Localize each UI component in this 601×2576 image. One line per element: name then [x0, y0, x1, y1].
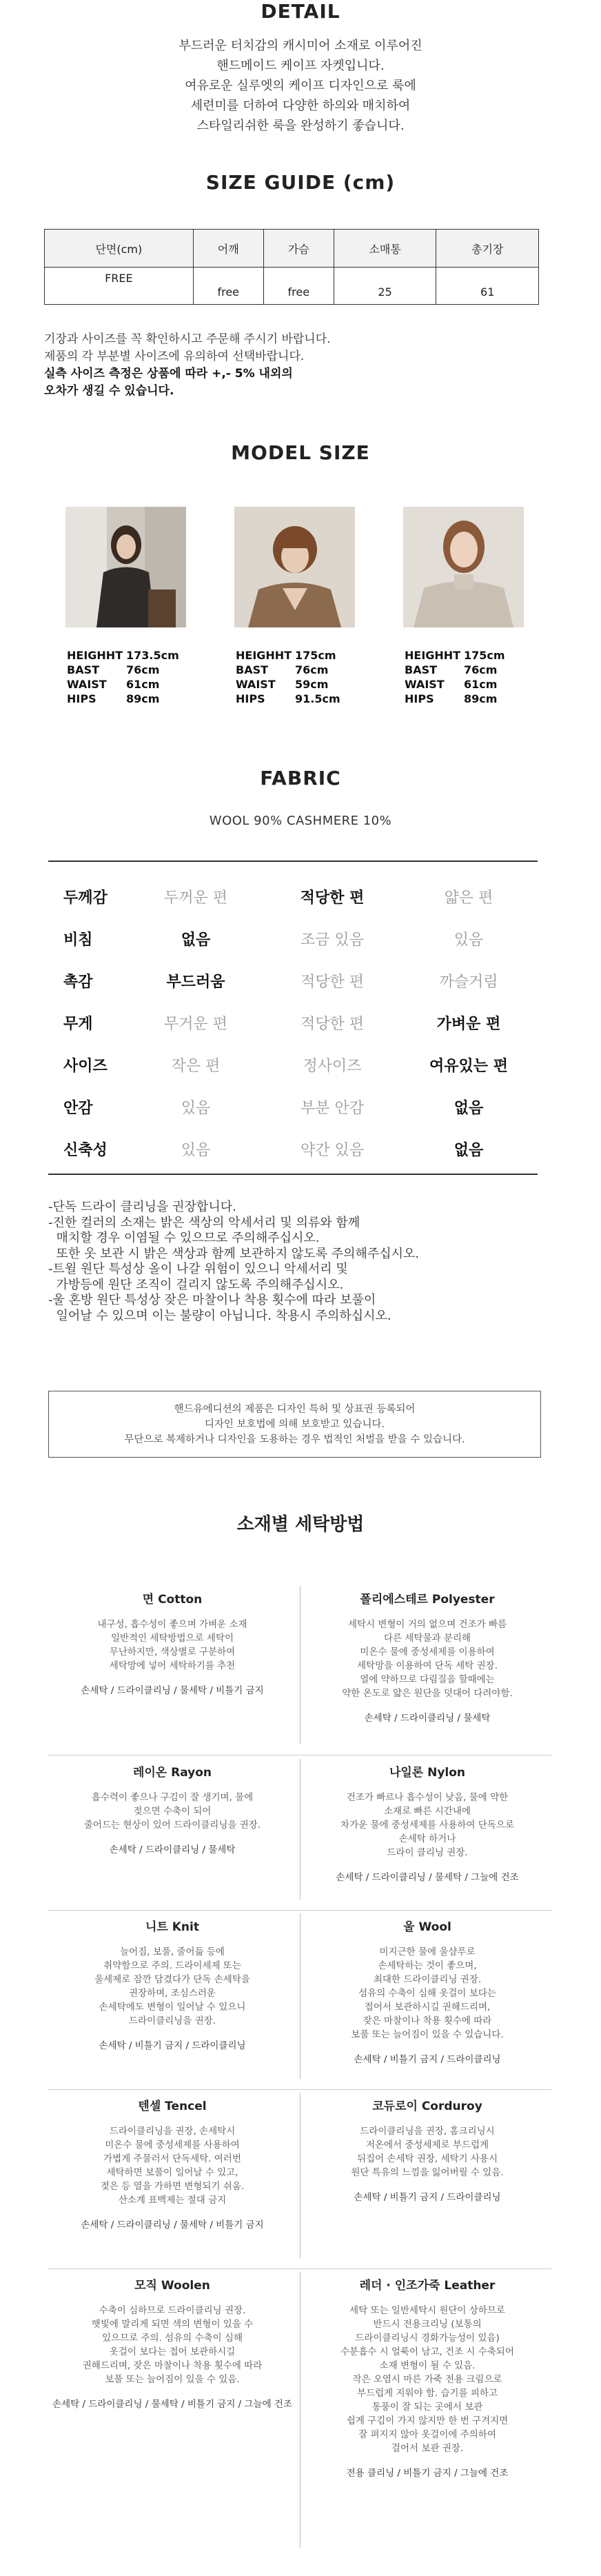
washing-desc-line: 미온수 물에 중성세제를 이용하여	[360, 1647, 495, 1658]
fabric-row	[48, 1128, 538, 1170]
washing-card-methods: 손세탁 / 드라이클리닝 / 물세탁 / 그늘에 건조	[336, 1872, 519, 1883]
fabric-option-selected: 부드러움	[166, 974, 225, 991]
washing-card-methods: 손세탁 / 드라이클리닝 / 물세탁 / 비틀기 금지 / 그늘에 건조	[52, 2399, 292, 2410]
fabric-option: 부분 안감	[300, 1100, 364, 1117]
size-note: 제품의 각 부분별 사이즈에 유의하여 선택바랍니다.	[44, 350, 305, 363]
washing-card-methods: 손세탁 / 드라이클리닝 / 물세탁 / 비틀기 금지	[81, 2220, 264, 2231]
model-stat-value: 175cm	[295, 649, 336, 662]
fabric-row-label: 무게	[63, 1016, 93, 1033]
washing-card-description	[303, 1791, 551, 1860]
washing-desc-line: 섬유의 수축이 심해 옷걸이 보다는	[358, 1988, 496, 1999]
divider	[48, 861, 538, 862]
washing-desc-line: 드라이클리닝시 경화가능성이 있음)	[355, 2333, 500, 2344]
care-note-line: 매치할 경우 이염될 수 있으므로 주의해주십시오.	[48, 1231, 320, 1245]
care-note-line: -울 혼방 원단 특성상 잦은 마찰이나 착용 횟수에 따라 보풀이	[48, 1293, 376, 1307]
size-table	[44, 229, 539, 305]
washing-desc-line: 소재 변형이 될 수 있음.	[379, 2360, 476, 2371]
model-stat-value: 89cm	[126, 692, 160, 705]
fabric-composition: WOOL 90% CASHMERE 10%	[209, 814, 392, 828]
washing-desc-line: 울세제로 잠깐 담겼다가 단독 손세탁을	[94, 1974, 250, 1985]
fabric-option: 있음	[181, 1100, 211, 1117]
washing-card	[48, 2096, 296, 2231]
washing-card-description	[303, 2124, 551, 2180]
washing-card-methods: 손세탁 / 비틀기 금지 / 드라이클리닝	[354, 2192, 501, 2203]
model-stat-key: HEIGHHT	[236, 649, 292, 662]
care-note-line: 또한 옷 보관 시 밝은 색상과 함께 보관하지 않도록 주의해주십시오.	[48, 1246, 420, 1261]
washing-desc-line: 햇빛에 말리게 되면 색의 변형이 있을 수	[91, 2319, 254, 2330]
size-notes	[44, 331, 568, 400]
model-photo	[65, 507, 186, 627]
model-stat-key: BAST	[405, 663, 438, 676]
fabric-row-label: 촉감	[63, 974, 93, 991]
fabric-option-selected: 여유있는 편	[429, 1058, 508, 1075]
fabric-option-selected: 가벼운 편	[436, 1016, 501, 1033]
washing-desc-line: 부드럽게 지워야 함. 습기를 피하고	[356, 2388, 498, 2399]
model-stat-value: 175cm	[464, 649, 505, 662]
washing-desc-line: 원단 특유의 느낌을 잃어버릴 수 있음.	[351, 2167, 504, 2178]
size-note-bold: 실측 사이즈 측정은 상품에 따라 +,- 5% 내외의	[44, 367, 293, 381]
model-stat-key: HIPS	[405, 692, 434, 705]
fabric-table	[48, 876, 538, 1170]
copyright-line: 핸드유에디션의 제품은 디자인 특허 및 상표권 등록되어	[174, 1404, 416, 1415]
washing-desc-line: 손세탁하는 것이 좋으며,	[378, 1960, 477, 1971]
detail-line: 여유로운 실루엣의 케이프 디자인으로 룩에	[185, 79, 416, 93]
size-cell: FREE	[45, 268, 194, 305]
model-stat-value: 173.5cm	[126, 649, 179, 662]
washing-divider-horizontal	[48, 2268, 551, 2269]
fabric-option: 있음	[454, 932, 484, 949]
model-stat-key: HEIGHHT	[67, 649, 123, 662]
washing-card-description	[303, 1618, 551, 1700]
washing-desc-line: 다른 세탁물과 분리해	[384, 1633, 471, 1644]
washing-card	[303, 1762, 551, 1883]
fabric-row	[48, 1002, 538, 1044]
washing-desc-line: 잦은 마찰이나 착용 횟수에 따라	[363, 2015, 492, 2026]
washing-card	[48, 1589, 296, 1696]
washing-card	[48, 1917, 296, 2051]
fabric-row-label: 안감	[63, 1100, 93, 1117]
washing-divider-horizontal	[48, 1910, 551, 1911]
size-header-cell: 소매통	[334, 230, 436, 268]
washing-desc-line: 차가운 물에 중성세제를 사용하여 단독으로	[340, 1820, 514, 1831]
washing-card	[303, 2275, 551, 2479]
washing-card-methods: 전용 클리닝 / 비틀기 금지 / 그늘에 건조	[346, 2468, 509, 2479]
washing-desc-line: 권해드리며, 잦은 마찰이나 착용 횟수에 따라	[82, 2360, 263, 2371]
model-stat-value: 76cm	[126, 663, 160, 676]
model-stat-value: 59cm	[295, 678, 329, 691]
washing-desc-line: 소재로 빠른 시간내에	[384, 1806, 471, 1817]
fabric-row	[48, 1044, 538, 1086]
fabric-option: 있음	[181, 1142, 211, 1159]
size-table-header	[45, 230, 539, 268]
model-stat-key: WAIST	[236, 678, 276, 691]
size-note: 기장과 사이즈를 꼭 확인하시고 주문해 주시기 바랍니다.	[44, 332, 331, 346]
model-stat-key: HEIGHHT	[405, 649, 461, 662]
care-note-line: 가방등에 원단 조직이 걸리지 않도록 주의해주십시오.	[48, 1277, 344, 1292]
fabric-row	[48, 918, 538, 960]
care-note-line: 일어날 수 있으며 이는 불량이 아닙니다. 착용시 주의하십시오.	[48, 1308, 391, 1323]
fabric-row-label: 두께감	[63, 889, 108, 907]
model-stat-key: HIPS	[67, 692, 96, 705]
fabric-option-selected: 적당한 편	[300, 889, 365, 907]
copyright-line: 무단으로 복제하거나 디자인을 도용하는 경우 법적인 처벌을 받을 수 있습니다.	[124, 1434, 465, 1445]
washing-card-title: 나일론 Nylon	[389, 1766, 466, 1780]
washing-card-title: 면 Cotton	[142, 1593, 203, 1607]
washing-card-methods: 손세탁 / 드라이클리닝 / 물세탁	[364, 1713, 491, 1724]
copyright-line: 디자인 보호법에 의해 보호받고 있습니다.	[204, 1419, 385, 1430]
detail-line: 세련미를 더하여 다양한 하의와 매치하여	[190, 99, 411, 113]
washing-desc-line: 젖은 등 열을 가하면 변형되기 쉬움.	[100, 2181, 245, 2192]
washing-title: 소재별 세탁방법	[236, 1514, 365, 1535]
divider	[48, 1174, 538, 1175]
model-stats	[234, 648, 355, 706]
detail-line: 부드러운 터치감의 캐시미어 소재로 이루어진	[179, 39, 422, 53]
washing-desc-line: 옷걸이 보다는 접어 보관하시길	[109, 2346, 236, 2357]
washing-desc-line: 드라이클리닝을 권장, 손세탁시	[109, 2126, 236, 2137]
care-note-line: -트윌 원단 특성상 올이 나갈 위험이 있으니 악세서리 및	[48, 1262, 348, 1276]
fabric-option: 얇은 편	[444, 889, 493, 907]
size-header-cell: 단면(cm)	[45, 230, 194, 268]
washing-desc-line: 최대한 드라이클리닝 권장.	[373, 1974, 482, 1985]
size-header-cell: 어깨	[193, 230, 263, 268]
washing-card	[303, 2096, 551, 2203]
fabric-option: 적당한 편	[300, 1016, 364, 1033]
washing-card-description	[48, 2304, 296, 2386]
fabric-row-label: 비침	[63, 932, 93, 949]
fabric-option: 무거운 편	[163, 1016, 227, 1033]
washing-desc-line: 세탁 또는 일반세탁시 원단이 상하므로	[349, 2305, 505, 2316]
model-stat-key: HIPS	[236, 692, 265, 705]
model-stat-value: 76cm	[464, 663, 498, 676]
washing-desc-line: 줄어드는 현상이 있어 드라이클리닝을 권장.	[83, 1820, 261, 1831]
model-stats	[65, 648, 186, 706]
fabric-option-selected: 없음	[454, 1142, 484, 1159]
model-stat-key: WAIST	[67, 678, 107, 691]
washing-desc-line: 미온수 물에 중성세제를 사용하여	[105, 2140, 240, 2151]
washing-card-title: 모직 Woolen	[134, 2279, 210, 2293]
size-cell: 25	[334, 268, 436, 305]
fabric-row-label: 사이즈	[63, 1058, 108, 1075]
fabric-option-selected: 없음	[454, 1100, 484, 1117]
washing-card	[48, 2275, 296, 2410]
model-card	[234, 507, 355, 706]
washing-desc-line: 작은 오염시 마른 가죽 전용 크림으로	[352, 2374, 502, 2385]
washing-card-description	[48, 1618, 296, 1673]
model-card	[65, 507, 186, 706]
washing-desc-line: 드라이클리닝을 권장, 홈크리닝시	[360, 2126, 495, 2137]
washing-desc-line: 세탁망을 이용하여 단독 세탁 권장.	[356, 1660, 498, 1671]
washing-desc-line: 드라이클리닝을 권장.	[129, 2015, 216, 2026]
washing-card-methods: 손세탁 / 비틀기 금지 / 드라이클리닝	[99, 2040, 246, 2051]
fabric-option: 조금 있음	[300, 932, 364, 949]
washing-card-description	[303, 2304, 551, 2455]
fabric-row	[48, 876, 538, 918]
washing-card-methods: 손세탁 / 비틀기 금지 / 드라이클리닝	[354, 2054, 501, 2065]
care-note-line: -단독 드라이 클리닝을 권장합니다.	[48, 1200, 236, 1214]
size-note-bold: 오차가 생길 수 있습니다.	[44, 384, 174, 398]
washing-card-description	[48, 2124, 296, 2207]
size-cell: 61	[436, 268, 539, 305]
model-stat-key: WAIST	[405, 678, 445, 691]
size-cell: free	[263, 268, 334, 305]
model-stat-value: 61cm	[126, 678, 160, 691]
washing-card-methods: 손세탁 / 드라이클리닝 / 물세탁 / 비틀기 금지	[81, 1685, 264, 1696]
washing-desc-line: 취약함으로 주의. 드라이세제 또는	[103, 1960, 241, 1971]
washing-card-description	[303, 1945, 551, 2042]
washing-desc-line: 일반적인 세탁방법으로 세탁이	[110, 1633, 234, 1644]
care-notes	[48, 1200, 572, 1324]
washing-desc-line: 쉽게 구김이 가지 않지만 한 번 구겨지면	[346, 2415, 509, 2426]
model-stat-key: BAST	[67, 663, 100, 676]
washing-desc-line: 무난하지만, 색상별로 구분하여	[109, 1647, 236, 1658]
washing-desc-line: 있으므로 주의. 섬유의 수축이 심해	[101, 2333, 243, 2344]
fabric-option-selected: 없음	[181, 932, 211, 949]
washing-desc-line: 보풀 또는 늘어짐이 있을 수 있습니다.	[351, 2029, 504, 2040]
fabric-title: FABRIC	[260, 767, 341, 789]
fabric-row-label: 신축성	[63, 1142, 108, 1159]
washing-desc-line: 손세탁에도 변형이 일어날 수 있으니	[99, 2002, 246, 2013]
fabric-row	[48, 1086, 538, 1128]
detail-line: 스타일리쉬한 룩을 완성하기 좋습니다.	[196, 119, 405, 133]
fabric-option: 약간 있음	[300, 1142, 364, 1159]
size-guide-title: SIZE GUIDE (cm)	[205, 171, 396, 194]
washing-card-title: 레이온 Rayon	[132, 1766, 212, 1780]
washing-desc-line: 수분흡수 시 얼룩이 남고, 건조 시 수축되어	[340, 2346, 514, 2357]
washing-card-description	[48, 1945, 296, 2028]
size-table-row	[45, 268, 539, 305]
washing-desc-line: 약한 온도로 얇은 원단을 덧대어 다려야함.	[342, 1688, 513, 1699]
washing-desc-line: 드라이 클리닝 권장.	[387, 1847, 468, 1858]
model-photo	[403, 507, 524, 627]
fabric-row	[48, 960, 538, 1002]
washing-desc-line: 세탁망에 넣어 세탁하기를 추천	[109, 1660, 236, 1671]
size-header-cell: 가슴	[263, 230, 334, 268]
washing-card-title: 울 Wool	[403, 1920, 451, 1934]
fabric-option: 두꺼운 편	[163, 889, 227, 907]
washing-card-title: 폴리에스테르 Polyester	[360, 1593, 495, 1607]
washing-desc-line: 걸어서 보관 권장.	[391, 2443, 464, 2454]
washing-desc-line: 뒤집어 손세탁 권장, 세탁기 사용시	[356, 2153, 498, 2164]
size-cell: free	[193, 268, 263, 305]
washing-desc-line: 잘 펴지지 않아 옷걸이에 주의하여	[358, 2429, 496, 2440]
washing-card-title: 텐셀 Tencel	[138, 2100, 207, 2113]
fabric-option: 적당한 편	[300, 974, 364, 991]
washing-card-title: 니트 Knit	[145, 1920, 199, 1934]
size-header-cell: 총기장	[436, 230, 539, 268]
washing-desc-line: 흡수력이 좋으나 구김이 잘 생기며, 물에	[91, 1792, 254, 1803]
model-card	[403, 507, 524, 706]
washing-desc-line: 내구성, 흡수성이 좋으며 가벼운 소재	[97, 1619, 247, 1630]
washing-divider-horizontal	[48, 2089, 551, 2090]
washing-card-description	[48, 1791, 296, 1832]
washing-desc-line: 보풀 또는 늘어짐이 있을 수 있음.	[105, 2374, 240, 2385]
washing-desc-line: 손세탁 하거나	[398, 1833, 456, 1844]
fabric-option: 까슬거림	[439, 974, 498, 991]
detail-line: 핸드메이드 케이프 자켓입니다.	[216, 59, 385, 73]
washing-card	[48, 1762, 296, 1855]
model-size-title: MODEL SIZE	[231, 441, 370, 464]
washing-card	[303, 1917, 551, 2065]
care-note-line: -진한 컬러의 소재는 밝은 색상의 악세서리 및 의류와 함께	[48, 1215, 360, 1230]
washing-desc-line: 열에 약하므로 다림질을 할때에는	[360, 1674, 495, 1685]
washing-desc-line: 가볍게 주물러서 단독세탁. 여러번	[103, 2153, 241, 2164]
model-stat-value: 91.5cm	[295, 692, 340, 705]
washing-desc-line: 접어서 보관하시길 권해드리며,	[364, 2002, 491, 2013]
washing-desc-line: 통풍이 잘 되는 곳에서 보관	[371, 2402, 483, 2413]
model-stat-value: 89cm	[464, 692, 498, 705]
washing-card	[303, 1589, 551, 1724]
washing-card-title: 레더 · 인조가죽 Leather	[359, 2279, 496, 2293]
model-stat-value: 76cm	[295, 663, 329, 676]
washing-desc-line: 젖으면 수축이 되어	[133, 1806, 212, 1817]
model-stats	[403, 648, 524, 706]
model-photo	[234, 507, 355, 627]
model-stat-value: 61cm	[464, 678, 498, 691]
copyright-notice	[48, 1391, 541, 1458]
washing-desc-line: 세탁시 변형이 거의 없으며 건조가 빠름	[347, 1619, 507, 1630]
model-stat-key: BAST	[236, 663, 269, 676]
washing-desc-line: 늘어짐, 보풀, 줄어듦 등에	[120, 1946, 225, 1958]
washing-desc-line: 세탁하면 보풀이 일어날 수 있고,	[106, 2167, 238, 2178]
washing-desc-line: 미지근한 물에 울샴푸로	[379, 1946, 476, 1958]
washing-desc-line: 건조가 빠르나 흡수성이 낮음, 물에 약한	[346, 1792, 509, 1803]
washing-desc-line: 수축이 심하므로 드라이클리닝 권장.	[99, 2305, 246, 2316]
washing-desc-line: 저온에서 중성세제로 부드럽게	[365, 2140, 489, 2151]
fabric-option: 정사이즈	[303, 1058, 362, 1075]
washing-desc-line: 반드시 전용크리닝 (보통의	[373, 2319, 482, 2330]
washing-card-title: 코듀로이 Corduroy	[372, 2100, 482, 2113]
washing-desc-line: 권장하며, 조심스러운	[129, 1988, 216, 1999]
washing-card-methods: 손세탁 / 드라이클리닝 / 물세탁	[109, 1844, 236, 1855]
washing-desc-line: 산소계 표백제는 절대 금지	[118, 2195, 227, 2206]
detail-title: DETAIL	[261, 0, 340, 23]
detail-description	[0, 36, 601, 136]
fabric-option: 작은 편	[171, 1058, 221, 1075]
